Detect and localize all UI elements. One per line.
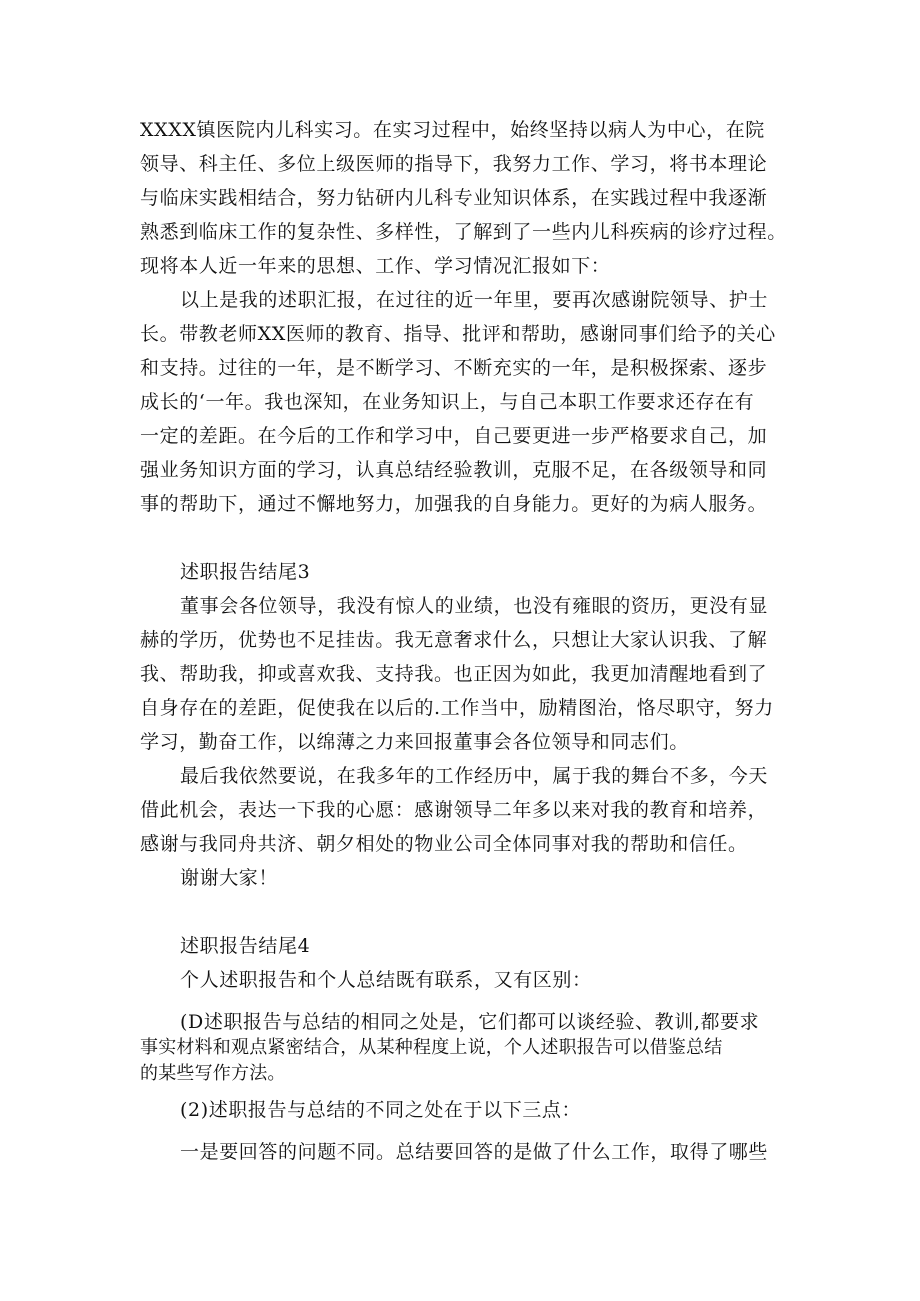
section-heading: 述职报告结尾3 [180, 561, 311, 583]
text-line: 我、帮助我，抑或喜欢我、支持我。也正因为如此，我更加清醒地看到了 [140, 663, 768, 685]
text-line: 一定的差距。在今后的工作和学习中，自己要更进一步严格要求自己，加 [140, 425, 768, 447]
text-line: 事实材料和观点紧密结合，从某种程度上说，个人述职报告可以借鉴总结 [140, 1037, 723, 1058]
text-line: 事的帮助下，通过不懈地努力，加强我的自身能力。更好的为病人服务。 [140, 493, 768, 515]
text-line: 与临床实践相结合，努力钻研内儿科专业知识体系，在实践过程中我逐渐 [140, 187, 768, 209]
text-line: 长。带教老师XX医师的教育、指导、批评和帮助，感谢同事们给予的关心 [140, 323, 776, 345]
text-line: 的某些写作方法。 [140, 1063, 286, 1084]
text-line: 个人述职报告和个人总结既有联系，又有区别： [180, 969, 592, 991]
text-line: 赫的学历，优势也不足挂齿。我无意奢求什么，只想让大家认识我、了解 [140, 629, 768, 651]
text-line: 以上是我的述职汇报，在过往的近一年里，要再次感谢院领导、护士 [180, 289, 769, 311]
text-line: 借此机会，表达一下我的心愿：感谢领导二年多以来对我的教育和培养， [140, 799, 768, 821]
text-line: 和支持。过往的一年，是不断学习、不断充实的一年，是积极探索、逐步 [140, 357, 768, 379]
closing-thanks: 谢谢大家！ [180, 867, 279, 889]
text-line: 学习，勤奋工作，以绵薄之力来回报董事会各位领导和同志们。 [140, 731, 689, 753]
text-line: 熟悉到临床工作的复杂性、多样性，了解到了一些内儿科疾病的诊疗过程。 [140, 221, 787, 243]
text-line: 强业务知识方面的学习，认真总结经验教训，克服不足，在各级领导和同 [140, 459, 768, 481]
text-line: (2)述职报告与总结的不同之处在于以下三点： [180, 1099, 582, 1121]
text-line: XXXX镇医院内儿科实习。在实习过程中，始终坚持以病人为中心，在院 [140, 119, 765, 141]
text-line: 一是要回答的问题不同。总结要回答的是做了什么工作，取得了哪些 [180, 1141, 769, 1163]
text-line: (D述职报告与总结的相同之处是，它们都可以谈经验、教训,都要求 [180, 1011, 760, 1033]
text-line: 领导、科主任、多位上级医师的指导下，我努力工作、学习，将书本理论 [140, 153, 768, 175]
section-heading: 述职报告结尾4 [180, 935, 311, 957]
text-line: 现将本人近一年来的思想、工作、学习情况汇报如下： [140, 255, 611, 277]
text-line: 成长的‘一年。我也深知，在业务知识上，与自己本职工作要求还存在有 [140, 391, 755, 413]
text-line: 最后我依然要说，在我多年的工作经历中，属于我的舞台不多，今天 [180, 765, 769, 787]
text-line: 自身存在的差距，促使我在以后的.工作当中，励精图治，恪尽职守，努力 [140, 697, 774, 719]
text-line: 董事会各位领导，我没有惊人的业绩，也没有雍眼的资历，更没有显 [180, 595, 769, 617]
text-line: 感谢与我同舟共济、朝夕相处的物业公司全体同事对我的帮助和信任。 [140, 833, 748, 855]
